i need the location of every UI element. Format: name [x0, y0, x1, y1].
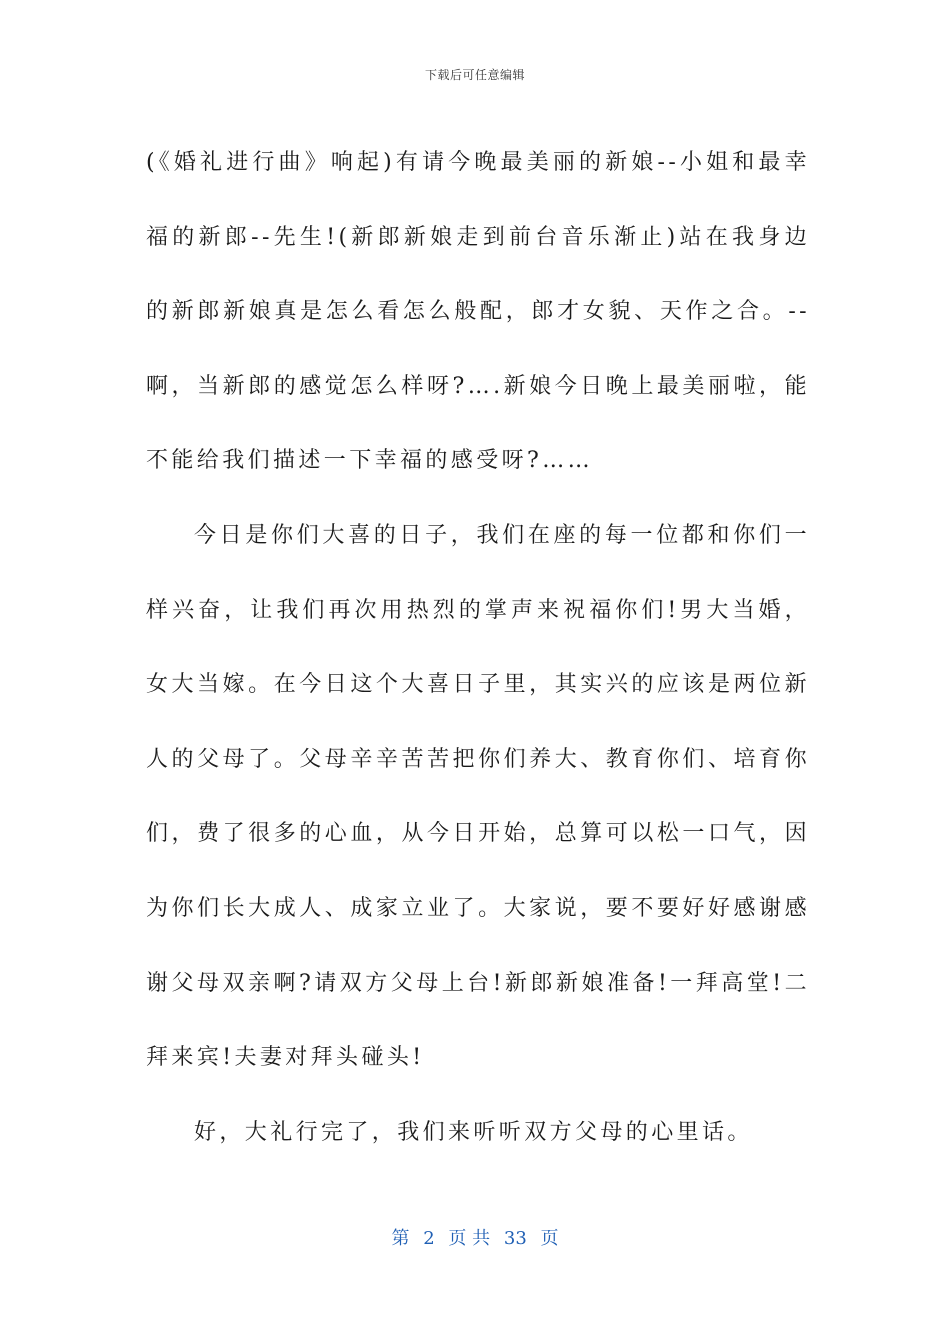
footer-middle: 页 共 [448, 1228, 491, 1249]
document-body [146, 126, 810, 1170]
footer-total-pages: 33 [503, 1228, 527, 1249]
page-number-footer [0, 1224, 950, 1250]
footer-current-page: 2 [423, 1228, 435, 1249]
paragraph-3: 好，大礼行完了，我们来听听双方父母的心里话。 [194, 1119, 753, 1145]
footer-suffix: 页 [540, 1228, 559, 1249]
footer-prefix: 第 [391, 1228, 410, 1249]
paragraph-1: (《婚礼进行曲》响起)有请今晚最美丽的新娘--小姐和最幸福的新郎--先生!(新郎新娘走到前台音乐渐止)站在我身边的新郎新娘真是怎么看怎么般配，郎才女貌、天作之合。--啊，当新郎的感觉怎么样呀?….新娘今日晚上最美丽啦，能不能给我们描述一下幸福的感受呀?…… [146, 150, 810, 474]
page-header-note: 下载后可任意编辑 [424, 68, 525, 82]
paragraph-2: 今日是你们大喜的日子，我们在座的每一位都和你们一样兴奋，让我们再次用热烈的掌声来祝福你们!男大当婚，女大当嫁。在今日这个大喜日子里，其实兴的应该是两位新人的父母了。父母辛辛苦苦把你们养大、教育你们、培育你们，费了很多的心血，从今日开始，总算可以松一口气，因为你们长大成人、成家立业了。大家说，要不要好好感谢感谢父母双亲啊?请双方父母上台!新郎新娘准备!一拜高堂!二拜来宾!夫妻对拜头碰头! [146, 522, 810, 1071]
